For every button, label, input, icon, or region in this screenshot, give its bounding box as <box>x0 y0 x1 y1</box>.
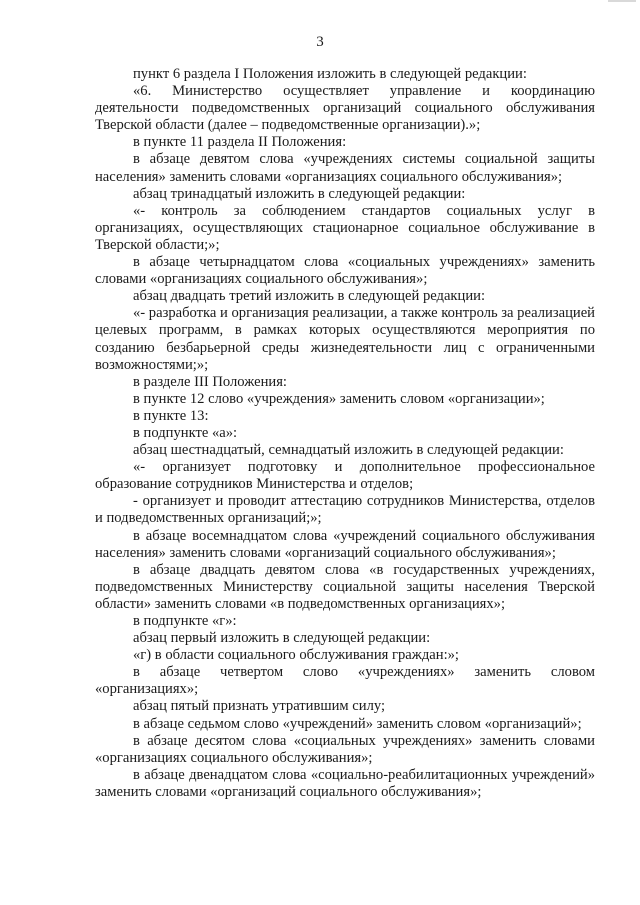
paragraph: в абзаце четвертом слово «учреждениях» заменить словом «организациях»; <box>95 664 595 698</box>
scan-edge-mark <box>608 0 636 2</box>
paragraph: «- разработка и организация реализации, а также контроль за реализацией целевых программ, в рамках которых осуществляются мероприятия по созданию безбарьерной среды жизнедеятельности лиц с ограниченными возможностями;»; <box>95 305 595 373</box>
paragraph: в пункте 11 раздела II Положения: <box>133 134 347 151</box>
paragraph: в подпункте «г»: <box>133 613 237 629</box>
paragraph: в абзаце десятом слова «социальных учреждениях» заменить словами «организациях социального обслуживания»; <box>95 732 595 766</box>
paragraph: абзац двадцать третий изложить в следующей редакции: <box>133 288 486 305</box>
document-body <box>95 66 595 801</box>
page-number: 3 <box>316 34 324 50</box>
paragraph: абзац шестнадцатый, семнадцатый изложить в следующей редакции: <box>133 442 564 459</box>
paragraph: в подпункте «а»: <box>133 424 238 441</box>
paragraph: в разделе III Положения: <box>133 373 287 390</box>
paragraph: абзац тринадцатый изложить в следующей редакции: <box>133 185 466 202</box>
paragraph: в абзаце четырнадцатом слова «социальных учреждениях» заменить словами «организациях социального обслуживания»; <box>95 254 595 288</box>
paragraph: в пункте 12 слово «учреждения» заменить словом «организации»; <box>133 390 545 407</box>
paragraph: абзац первый изложить в следующей редакции: <box>133 630 431 647</box>
paragraph: в абзаце девятом слова «учреждениях системы социальной защиты населения» заменить словами «организациях социального обслуживания»; <box>95 151 595 185</box>
paragraph: в пункте 13: <box>133 407 209 424</box>
paragraph: в абзаце восемнадцатом слова «учреждений социального обслуживания населения» заменить словами «организаций социального обслуживания»; <box>95 527 595 561</box>
paragraph: «- организует подготовку и дополнительное профессиональное образование сотрудников Министерства и отделов; <box>95 459 595 493</box>
paragraph: в абзаце двадцать девятом слова «в государственных учреждениях, подведомственных Министерству социальной защиты населения Тверской области» заменить словами «в подведомственных организациях»; <box>95 561 595 612</box>
paragraph: «- контроль за соблюдением стандартов социальных услуг в организациях, осуществляющих стационарное социальное обслуживание в Тверской области;»; <box>95 202 595 253</box>
paragraph: в абзаце двенадцатом слова «социально-реабилитационных учреждений» заменить словами «организаций социального обслуживания»; <box>95 766 595 800</box>
paragraph: - организует и проводит аттестацию сотрудников Министерства, отделов и подведомственных организаций;»; <box>95 493 595 527</box>
paragraph: абзац пятый признать утратившим силу; <box>133 698 386 715</box>
paragraph: «г) в области социального обслуживания граждан:»; <box>133 647 459 664</box>
paragraph: «6. Министерство осуществляет управление и координацию деятельности подведомственных организаций социального обслуживания Тверской области (далее – подведомственные организации).»; <box>95 83 595 134</box>
paragraph: пункт 6 раздела I Положения изложить в следующей редакции: <box>133 66 527 82</box>
paragraph: в абзаце седьмом слово «учреждений» заменить словом «организаций»; <box>133 715 582 732</box>
